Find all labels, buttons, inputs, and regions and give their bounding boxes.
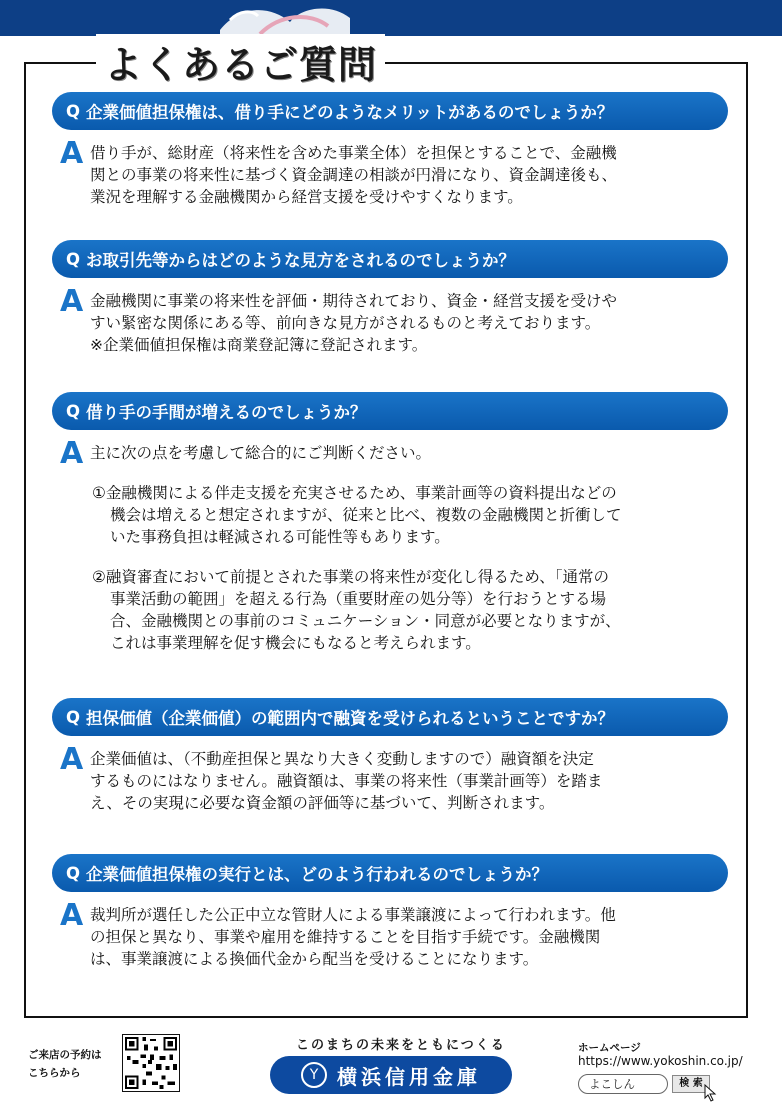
question-prefix: Q <box>66 863 81 883</box>
bank-logo <box>270 1056 512 1094</box>
qa-item-5 <box>52 854 728 970</box>
answer-line: は、事業譲渡による換価代金から配当を受けることになります。 <box>90 950 539 968</box>
homepage-label: ホームページ <box>578 1042 641 1054</box>
answer-mark: A <box>60 284 84 319</box>
answer-line: え、その実現に必要な資金額の評価等に基づいて、判断されます。 <box>90 794 555 812</box>
answer-point-2 <box>90 566 728 654</box>
point-line: これは事業理解を促す機会にもなると考えられます。 <box>110 634 481 652</box>
reservation-line: こちらから <box>28 1067 81 1079</box>
qa-item-4 <box>52 698 728 814</box>
answer-mark: A <box>60 898 84 933</box>
answer-mark: A <box>60 742 84 777</box>
point-line: 事業活動の範囲」を超える行為（重要財産の処分等）を行おうとする場 <box>110 590 607 608</box>
question-bar <box>52 392 728 430</box>
qa-item-1 <box>52 92 728 208</box>
answer-block <box>52 136 728 208</box>
tagline: このまちの未来をともにつくる <box>296 1038 506 1053</box>
search-button[interactable]: 検 索 <box>672 1075 710 1093</box>
answer-block <box>52 284 728 356</box>
answer-mark: A <box>60 136 84 171</box>
homepage-url[interactable]: https://www.yokoshin.co.jp/ <box>578 1054 743 1068</box>
answer-block <box>52 898 728 970</box>
answer-line: するものにはなりません。融資額は、事業の将来性（事業計画等）を踏ま <box>90 772 603 790</box>
question-prefix: Q <box>66 101 81 121</box>
answer-line: の担保と異なり、事業や雇用を維持することを目指す手続です。金融機関 <box>90 928 601 946</box>
point-line: ①金融機関による伴走支援を充実させるため、事業計画等の資料提出などの <box>92 484 617 502</box>
qa-item-3 <box>52 392 728 654</box>
question-bar <box>52 240 728 278</box>
point-line: ②融資審査において前提とされた事業の将来性が変化し得るため、「通常の <box>92 568 610 586</box>
point-line: 合、金融機関との事前のコミュニケーション・同意が必要となりますが、 <box>110 612 621 630</box>
answer-line: すい緊密な関係にある等、前向きな見方がされるものと考えております。 <box>90 314 601 332</box>
answer-block <box>52 436 728 654</box>
question-prefix: Q <box>66 707 81 727</box>
answer-point-1 <box>90 482 728 548</box>
answer-line: 金融機関に事業の将来性を評価・期待されており、資金・経営支援を受けや <box>90 292 618 310</box>
bank-name: 横浜信用金庫 <box>337 1064 481 1089</box>
answer-line: 裁判所が選任した公正中立な管財人による事業譲渡によって行われます。他 <box>90 906 616 924</box>
question-text: 担保価値（企業価値）の範囲内で融資を受けられるということですか？ <box>86 709 615 728</box>
top-band <box>0 0 782 36</box>
question-text: 借り手の手間が増えるのでしょうか？ <box>86 403 367 422</box>
question-text: 企業価値担保権は、借り手にどのようなメリットがあるのでしょうか？ <box>86 103 614 122</box>
answer-note: ※企業価値担保権は商業登記簿に登記されます。 <box>90 336 428 354</box>
search-input[interactable]: よこしん <box>578 1074 668 1094</box>
qr-code-icon[interactable] <box>122 1034 180 1092</box>
reservation-text <box>28 1046 102 1082</box>
qa-item-2 <box>52 240 728 356</box>
question-prefix: Q <box>66 249 81 269</box>
answer-line: 業況を理解する金融機関から経営支援を受けやすくなります。 <box>90 188 523 206</box>
answer-line: 関との事業の将来性に基づく資金調達の相談が円滑になり、資金調達後も、 <box>90 166 618 184</box>
answer-block <box>52 742 728 814</box>
answer-line: 企業価値は、（不動産担保と異なり大きく変動しますので）融資額を決定 <box>90 750 594 768</box>
question-bar <box>52 698 728 736</box>
answer-mark: A <box>60 436 84 471</box>
page-title: よくあるご質問 <box>96 34 385 89</box>
question-text: 企業価値担保権の実行とは、どのよう行われるのでしょうか？ <box>86 865 549 884</box>
reservation-line: ご来店の予約は <box>28 1049 102 1061</box>
question-bar <box>52 92 728 130</box>
question-prefix: Q <box>66 401 81 421</box>
point-line: いた事務負担は軽減される可能性等もあります。 <box>110 528 450 546</box>
question-bar <box>52 854 728 892</box>
answer-line: 主に次の点を考慮して総合的にご判断ください。 <box>90 444 432 462</box>
cursor-pointer-icon <box>704 1084 718 1102</box>
answer-line: 借り手が、総財産（将来性を含めた事業全体）を担保とすることで、金融機 <box>90 144 617 162</box>
point-line: 機会は増えると想定されますが、従来と比べ、複数の金融機関と折衝して <box>110 506 622 524</box>
question-text: お取引先等からはどのような見方をされるのでしょうか？ <box>86 251 516 270</box>
bank-emblem-icon: Y <box>301 1062 327 1088</box>
